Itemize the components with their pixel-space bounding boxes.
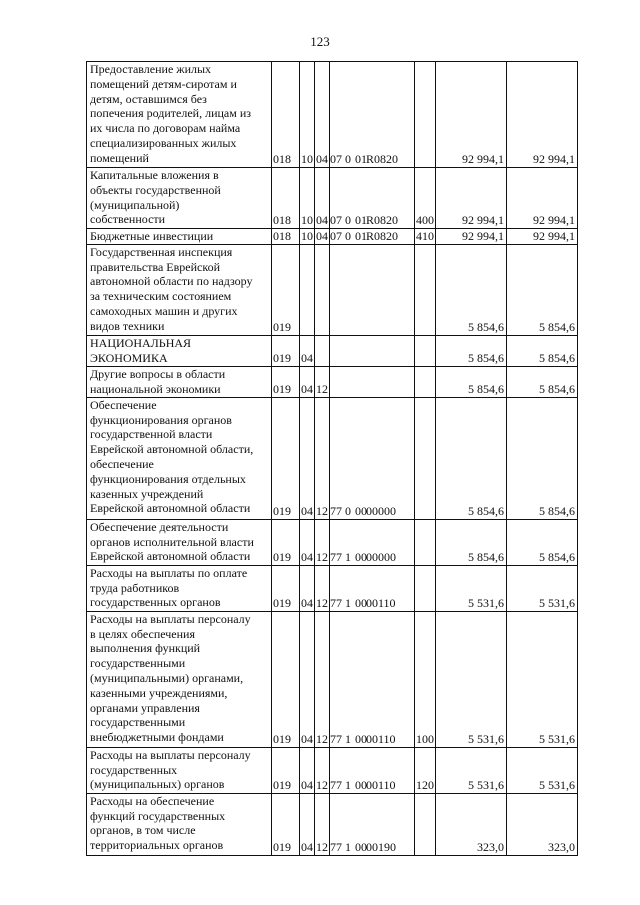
expense-name-cell — [87, 229, 272, 245]
amount-year-1-cell: 92 994,1 — [436, 62, 507, 168]
target-article-part: 1 — [345, 778, 351, 792]
target-article-part: 00 — [355, 840, 367, 854]
expense-name-line: Предоставление жилых — [90, 62, 212, 76]
section-code-cell: 04 — [300, 397, 315, 519]
expense-name-line: за техническим состоянием — [90, 289, 232, 304]
expense-name-cell — [87, 611, 272, 747]
target-article-part: 0 — [345, 213, 351, 228]
expense-name-line: специализированных жилых — [90, 135, 237, 150]
amount-year-2-cell: 92 994,1 — [507, 229, 578, 245]
expense-type-code-cell: 410 — [416, 229, 434, 243]
expense-name-line: Расходы на обеспечение — [90, 793, 215, 808]
target-article-part: 00 — [355, 550, 367, 564]
subsection-code-cell: 12 — [315, 611, 330, 747]
expense-name-line: государственными — [90, 715, 186, 730]
target-article-part: 1 — [345, 840, 351, 854]
expense-name-line: Расходы на выплаты по оплате — [90, 565, 248, 580]
section-code-cell: 04 — [300, 565, 315, 611]
subsection-code-cell — [315, 244, 330, 335]
section-code-cell: 10 — [301, 229, 313, 243]
subsection-code-cell: 04 — [315, 168, 330, 229]
grbs-code-cell: 019 — [272, 244, 300, 335]
expense-name-line: территориальных органов — [90, 838, 224, 853]
target-article-cell — [330, 62, 415, 168]
amount-year-1-cell: 323,0 — [436, 793, 507, 855]
amount-year-1-cell: 5 854,6 — [436, 397, 507, 519]
target-article-cell — [330, 565, 415, 611]
budget-table — [86, 61, 578, 856]
target-article-cell — [330, 244, 415, 335]
expense-name-line: Расходы на выплаты персоналу — [90, 747, 251, 762]
target-article-part: 77 — [330, 550, 342, 564]
amount-year-2-cell: 5 531,6 — [507, 611, 578, 747]
table-row — [87, 229, 578, 245]
expense-name-line: обеспечение — [90, 456, 154, 471]
amount-year-2-cell: 5 531,6 — [507, 747, 578, 793]
target-article-part: R0820 — [366, 152, 399, 167]
expense-name-line: помещений — [90, 150, 149, 165]
expense-name-line: автономной области по надзору — [90, 274, 253, 289]
subsection-code-cell: 04 — [316, 229, 328, 243]
target-article-part: 77 — [330, 840, 342, 854]
table-row — [87, 793, 578, 855]
expense-name-line: в целях обеспечения — [90, 626, 195, 641]
grbs-code-cell: 018 — [272, 168, 300, 229]
expense-name-line: органов исполнительной власти — [90, 534, 254, 549]
expense-name-cell — [87, 565, 272, 611]
expense-name-line: функционирования органов — [90, 412, 232, 427]
table-row — [87, 62, 578, 168]
table-row — [87, 244, 578, 335]
target-article-part: 07 — [330, 213, 342, 228]
expense-type-code-cell: 120 — [415, 747, 436, 793]
table-row — [87, 565, 578, 611]
expense-name-line: собственности — [90, 212, 166, 227]
expense-name-line: казенными учреждениями, — [90, 685, 228, 700]
expense-name-line: НАЦИОНАЛЬНАЯ — [90, 335, 192, 350]
target-article-part: 77 — [330, 732, 342, 746]
table-row — [87, 335, 578, 366]
target-article-part: 00 — [355, 732, 367, 746]
grbs-code-cell: 019 — [272, 366, 300, 397]
target-article-part: 77 — [330, 504, 342, 518]
section-code-cell: 04 — [300, 335, 315, 366]
target-article-part: 00000 — [366, 504, 396, 518]
amount-year-1-cell: 5 854,6 — [436, 335, 507, 366]
target-article-part: 00110 — [366, 732, 396, 746]
target-article-cell — [330, 397, 415, 519]
subsection-code-cell: 12 — [315, 519, 330, 565]
section-code-cell: 10 — [300, 62, 315, 168]
expense-name-line: попечения родителей, лицам из — [90, 106, 251, 121]
expense-type-code-cell — [415, 335, 436, 366]
expense-name-line: (муниципальной) — [90, 197, 180, 212]
expense-type-code-cell — [415, 366, 436, 397]
subsection-code-cell: 12 — [315, 366, 330, 397]
expense-name-line: Капитальные вложения в — [90, 168, 219, 182]
target-article-part: R0820 — [366, 229, 399, 243]
subsection-code-cell: 12 — [315, 793, 330, 855]
target-article-part: 01 — [355, 213, 367, 228]
expense-type-code-cell — [415, 62, 436, 168]
expense-name-line: правительства Еврейской — [90, 259, 220, 274]
amount-year-2-cell: 92 994,1 — [507, 62, 578, 168]
target-article-part: 01 — [355, 229, 367, 243]
expense-type-code-cell: 100 — [415, 611, 436, 747]
expense-type-code-cell — [415, 519, 436, 565]
section-code-cell: 04 — [300, 747, 315, 793]
expense-name-line: самоходных машин и других — [90, 303, 238, 318]
amount-year-2-cell: 92 994,1 — [507, 168, 578, 229]
target-article-part: 00110 — [366, 778, 396, 792]
target-article-cell — [330, 793, 415, 855]
target-article-part: 1 — [345, 596, 351, 610]
expense-name-line: их числа по договорам найма — [90, 121, 241, 136]
expense-name-line: Еврейской автономной области, — [90, 442, 254, 457]
amount-year-1-cell: 5 854,6 — [436, 366, 507, 397]
expense-name-cell — [87, 793, 272, 855]
amount-year-2-cell: 5 531,6 — [507, 565, 578, 611]
expense-name-line: национальной экономики — [90, 381, 221, 396]
grbs-code-cell: 019 — [272, 747, 300, 793]
table-row — [87, 611, 578, 747]
expense-name-line: внебюджетными фондами — [90, 730, 224, 745]
target-article-part: 00 — [355, 778, 367, 792]
expense-name-line: объекты государственной — [90, 182, 221, 197]
amount-year-2-cell: 5 854,6 — [507, 244, 578, 335]
expense-name-line: выполнения функций — [90, 641, 201, 656]
table-row — [87, 397, 578, 519]
expense-name-line: детям, оставшимся без — [90, 91, 207, 106]
expense-type-code-cell — [415, 397, 436, 519]
expense-name-line: функционирования отдельных — [90, 471, 246, 486]
expense-name-cell — [87, 335, 272, 366]
target-article-cell — [330, 747, 415, 793]
expense-name-line: (муниципальных) органов — [90, 777, 225, 792]
expense-name-line: Еврейской автономной области — [90, 501, 251, 516]
expense-name-cell — [87, 366, 272, 397]
target-article-part: 77 — [330, 778, 342, 792]
target-article-part: 0 — [345, 504, 351, 518]
expense-name-line: государственных органов — [90, 595, 221, 610]
target-article-cell — [330, 611, 415, 747]
expense-name-cell — [87, 168, 272, 229]
expense-name-line: помещений детям-сиротам и — [90, 76, 237, 91]
section-code-cell — [300, 244, 315, 335]
section-code-cell: 10 — [300, 168, 315, 229]
expense-name-line: Еврейской автономной области — [90, 549, 251, 564]
target-article-part: 77 — [330, 596, 342, 610]
amount-year-1-cell: 5 531,6 — [436, 611, 507, 747]
target-article-cell — [330, 229, 415, 245]
expense-type-code-cell — [415, 244, 436, 335]
expense-name-cell — [87, 747, 272, 793]
target-article-cell — [330, 168, 415, 229]
section-code-cell: 04 — [300, 793, 315, 855]
grbs-code-cell: 018 — [272, 229, 300, 245]
expense-name-line: Расходы на выплаты персоналу — [90, 611, 251, 626]
grbs-code-cell: 019 — [272, 519, 300, 565]
expense-name-line: Государственная инспекция — [90, 244, 233, 259]
expense-name-line: казенных учреждений — [90, 486, 204, 501]
grbs-code-cell: 019 — [272, 565, 300, 611]
table-row — [87, 168, 578, 229]
expense-name-line: функций государственных — [90, 808, 226, 823]
table-row — [87, 747, 578, 793]
subsection-code-cell: 12 — [315, 565, 330, 611]
expense-type-code-cell: 400 — [415, 168, 436, 229]
table-row — [87, 366, 578, 397]
amount-year-1-cell: 5 854,6 — [436, 244, 507, 335]
table-row — [87, 519, 578, 565]
page-number: 123 — [310, 34, 330, 49]
amount-year-1-cell: 5 531,6 — [436, 747, 507, 793]
expense-name-cell — [87, 519, 272, 565]
expense-name-line: видов техники — [90, 318, 165, 333]
amount-year-1-cell: 92 994,1 — [436, 168, 507, 229]
amount-year-2-cell: 323,0 — [507, 793, 578, 855]
target-article-part: 07 — [330, 229, 342, 243]
expense-name-line: ЭКОНОМИКА — [90, 350, 168, 365]
expense-type-code-cell — [415, 793, 436, 855]
amount-year-1-cell: 5 531,6 — [436, 565, 507, 611]
expense-name-line: государственной власти — [90, 427, 213, 442]
target-article-part: 07 — [330, 152, 342, 167]
expense-name-line: органами управления — [90, 700, 200, 715]
amount-year-2-cell: 5 854,6 — [507, 366, 578, 397]
grbs-code-cell: 019 — [272, 793, 300, 855]
amount-year-1-cell: 5 854,6 — [436, 519, 507, 565]
target-article-part: 01 — [355, 152, 367, 167]
target-article-part: 1 — [345, 732, 351, 746]
expense-name-cell — [87, 62, 272, 168]
section-code-cell: 04 — [300, 519, 315, 565]
expense-name-line: Другие вопросы в области — [90, 366, 226, 381]
target-article-part: 00000 — [366, 550, 396, 564]
target-article-cell — [330, 335, 415, 366]
target-article-part: 00 — [355, 596, 367, 610]
subsection-code-cell — [315, 335, 330, 366]
expense-name-line: органов, в том числе — [90, 823, 196, 838]
grbs-code-cell: 019 — [272, 611, 300, 747]
expense-type-code-cell — [415, 565, 436, 611]
amount-year-2-cell: 5 854,6 — [507, 335, 578, 366]
target-article-part: 00110 — [366, 596, 396, 610]
target-article-part: R0820 — [366, 213, 399, 228]
expense-name-cell — [87, 244, 272, 335]
amount-year-2-cell: 5 854,6 — [507, 397, 578, 519]
expense-name-line: Обеспечение — [90, 397, 157, 412]
section-code-cell: 04 — [300, 366, 315, 397]
target-article-cell — [330, 519, 415, 565]
expense-name-line: Обеспечение деятельности — [90, 519, 229, 534]
target-article-part: 1 — [345, 550, 351, 564]
target-article-part: 0 — [345, 152, 351, 167]
expense-name-line: труда работников — [90, 580, 180, 595]
expense-name-line: (муниципальными) органами, — [90, 670, 244, 685]
grbs-code-cell: 018 — [272, 62, 300, 168]
target-article-part: 00190 — [366, 840, 396, 854]
target-article-part: 0 — [345, 229, 351, 243]
target-article-part: 00 — [355, 504, 367, 518]
amount-year-1-cell: 92 994,1 — [436, 229, 507, 245]
expense-name-line: государственными — [90, 656, 186, 671]
grbs-code-cell: 019 — [272, 397, 300, 519]
subsection-code-cell: 12 — [315, 747, 330, 793]
target-article-cell — [330, 366, 415, 397]
expense-name-cell — [87, 397, 272, 519]
amount-year-2-cell: 5 854,6 — [507, 519, 578, 565]
expense-name-line: Бюджетные инвестиции — [90, 229, 214, 243]
grbs-code-cell: 019 — [272, 335, 300, 366]
subsection-code-cell: 04 — [315, 62, 330, 168]
subsection-code-cell: 12 — [315, 397, 330, 519]
section-code-cell: 04 — [300, 611, 315, 747]
expense-name-line: государственных — [90, 762, 178, 777]
